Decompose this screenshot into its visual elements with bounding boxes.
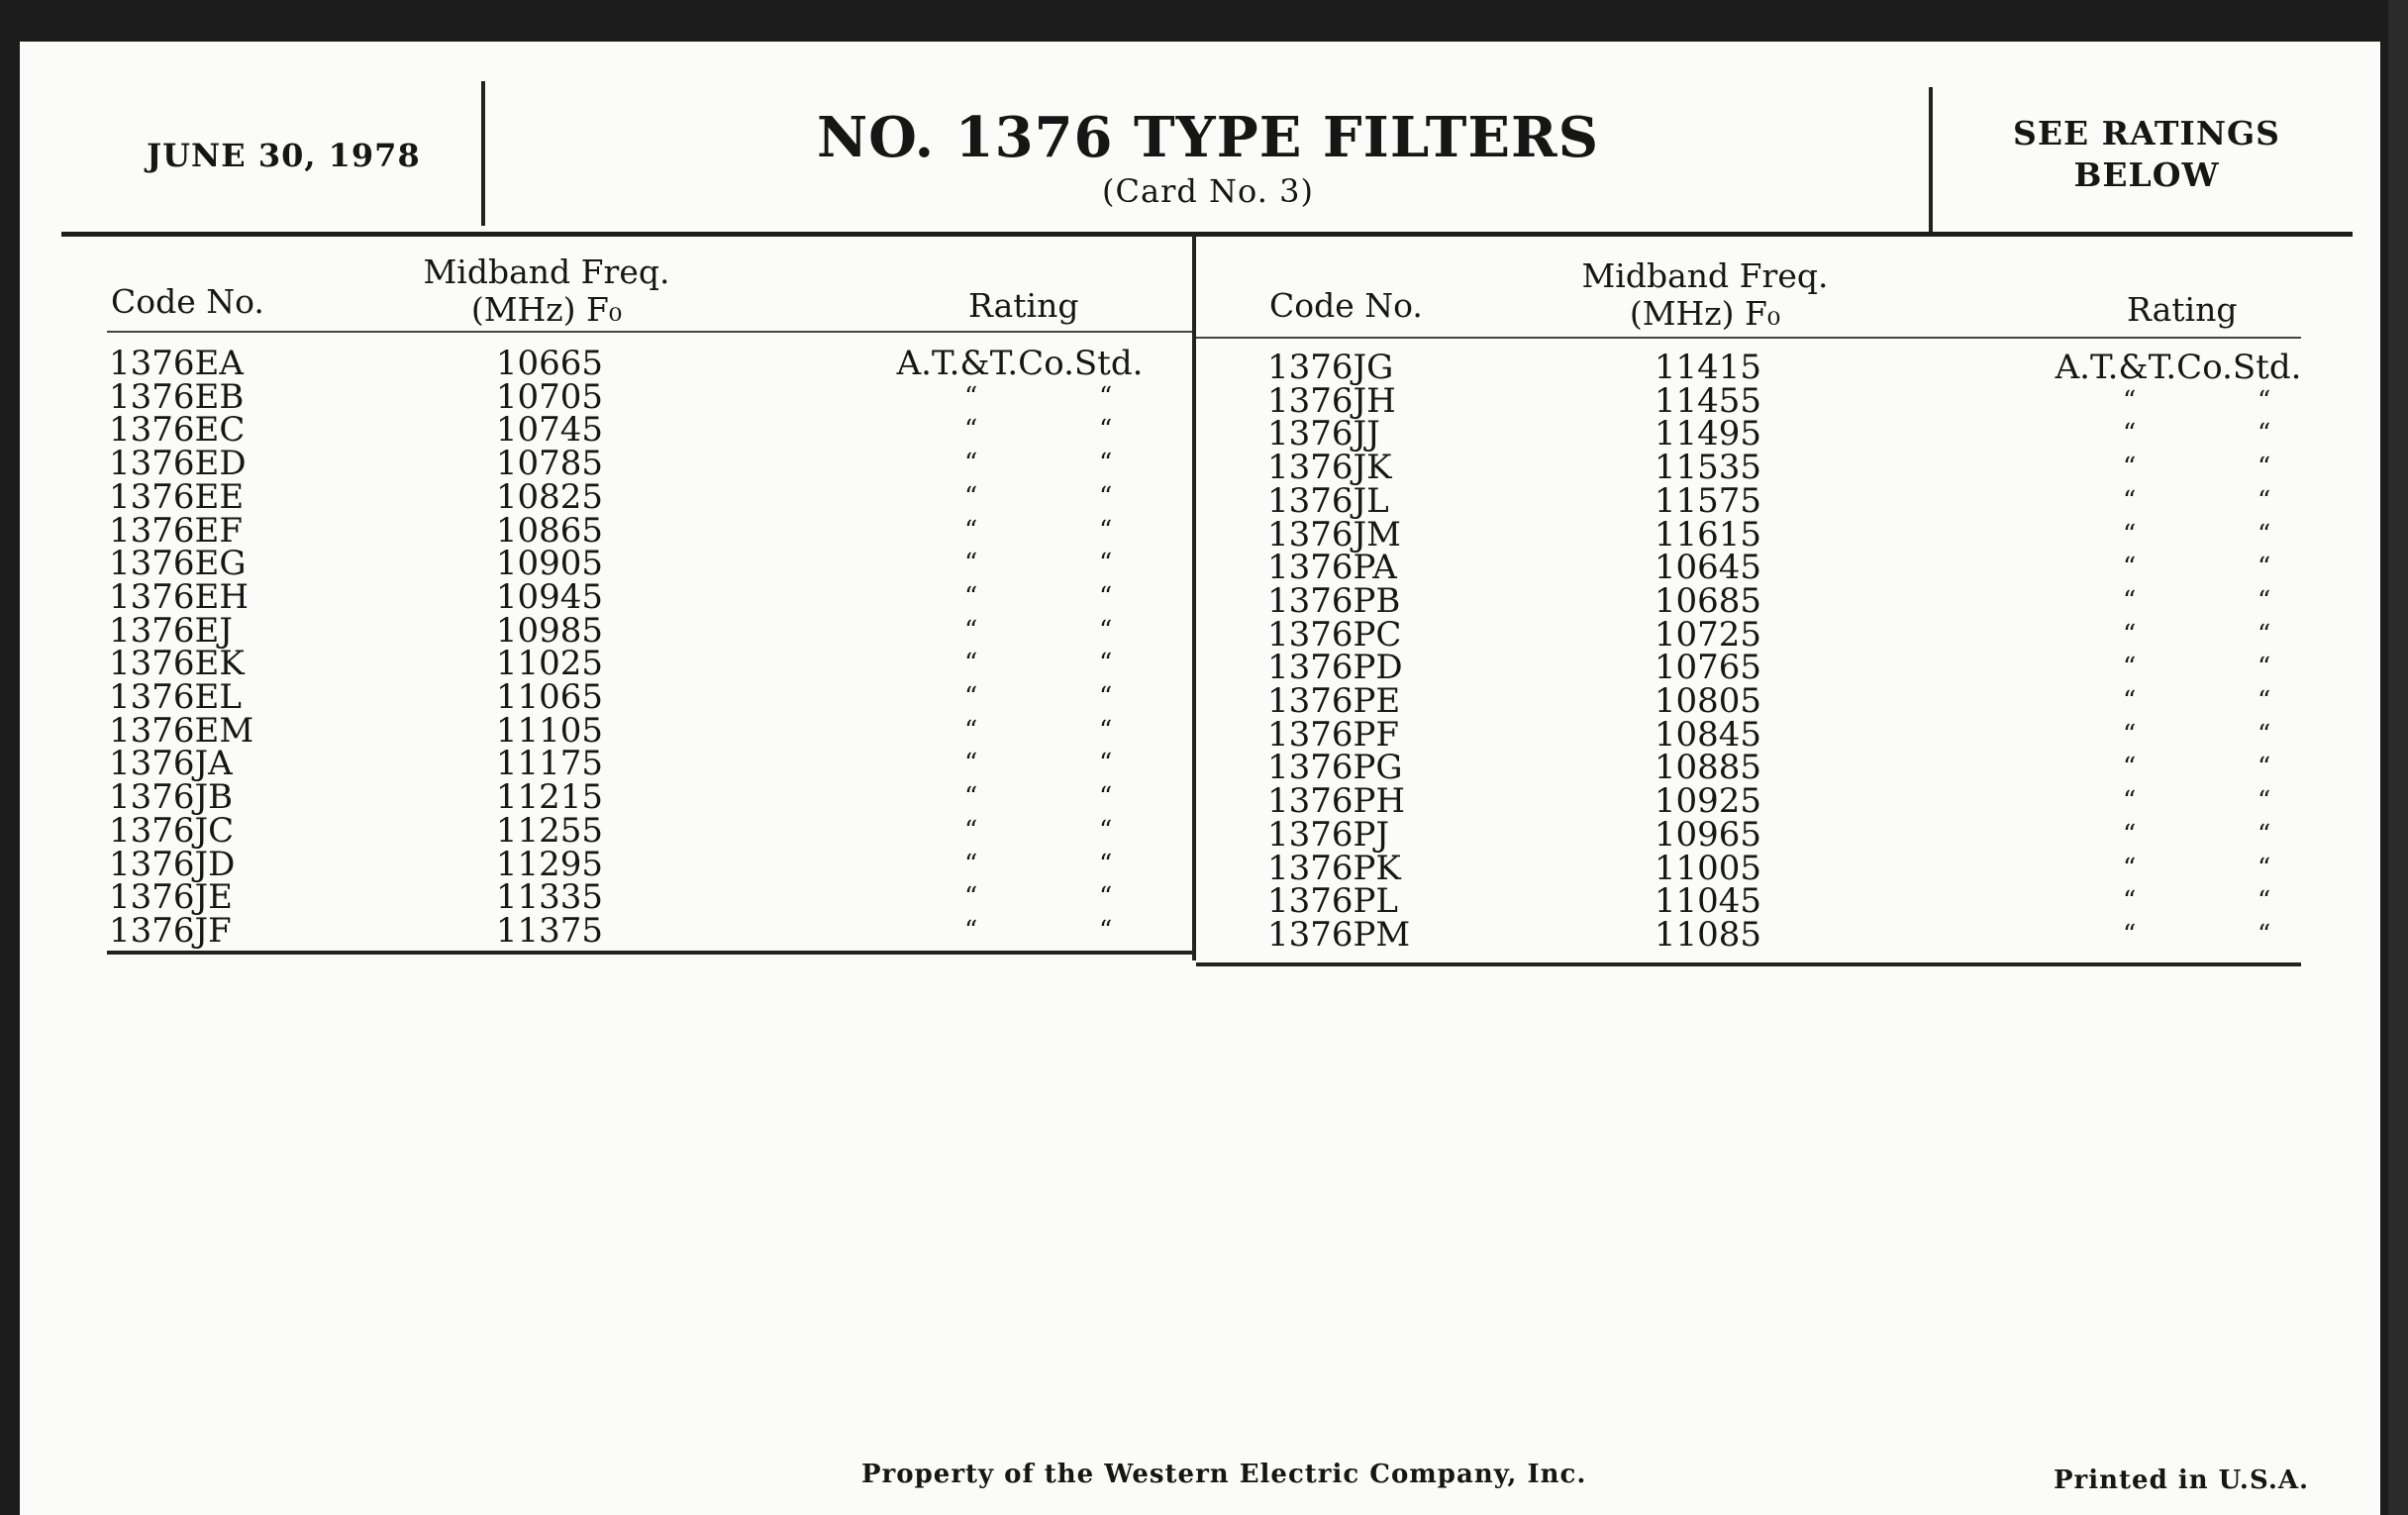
header-divider-right [1929, 87, 1933, 232]
freq-cell: 10985 [495, 610, 604, 651]
ditto-mark: “ [964, 449, 978, 479]
freq-cell: 10825 [495, 476, 604, 517]
ditto-mark: “ [2123, 485, 2137, 516]
ditto-mark: “ [964, 515, 978, 546]
table-row [0, 548, 2408, 588]
ditto-mark: “ [2258, 453, 2271, 483]
freq-cell: 11615 [1654, 514, 1762, 555]
ditto-mark: “ [1099, 649, 1113, 679]
freq-cell: 10725 [1654, 614, 1762, 655]
ditto-mark: “ [2123, 719, 2137, 750]
freq-cell: 11045 [1654, 881, 1762, 922]
ditto-mark: “ [1099, 715, 1113, 746]
freq-cell: 10785 [495, 444, 604, 484]
freq-cell: 10865 [495, 510, 604, 551]
freq-cell: 11085 [1654, 914, 1762, 955]
table-row [0, 781, 2408, 822]
table-row [0, 614, 2408, 655]
ditto-mark: “ [2258, 719, 2271, 750]
left-header-freq-line2: (MHz) F₀ [470, 290, 623, 329]
ditto-mark: “ [1099, 481, 1113, 512]
ditto-mark: “ [964, 481, 978, 512]
freq-cell: 10885 [1654, 748, 1762, 788]
ditto-mark: “ [2258, 919, 2271, 950]
table-row [0, 648, 2408, 688]
freq-cell: 10765 [1654, 648, 1762, 688]
table-row [0, 681, 2408, 721]
code-cell: 1376EC [109, 410, 246, 451]
table-row [0, 414, 2408, 454]
ditto-mark: “ [1099, 515, 1113, 546]
code-cell: 1376PM [1267, 914, 1411, 955]
freq-cell: 11575 [1654, 480, 1762, 521]
code-cell: 1376PG [1267, 748, 1403, 788]
code-cell: 1376JG [1267, 348, 1394, 387]
code-cell: 1376JD [109, 844, 236, 884]
code-cell: 1376PH [1267, 781, 1406, 822]
ditto-mark: “ [2258, 519, 2271, 550]
table-row [0, 380, 2408, 421]
freq-cell: 11335 [495, 877, 604, 918]
table-row [0, 848, 2408, 888]
right-header-freq-line1: Midband Freq. [1581, 256, 1829, 295]
right-bottom-rule [1196, 962, 2301, 966]
freq-cell: 10745 [495, 410, 604, 451]
table-row [0, 814, 2408, 855]
freq-cell: 10925 [1654, 781, 1762, 822]
ditto-mark: “ [2258, 485, 2271, 516]
ditto-mark: “ [2258, 853, 2271, 883]
ditto-mark: “ [964, 615, 978, 646]
code-cell: 1376JA [109, 744, 233, 784]
code-cell: 1376EH [109, 576, 249, 617]
code-cell: 1376PL [1267, 881, 1398, 922]
ditto-mark: “ [2123, 385, 2137, 416]
ditto-mark: “ [964, 849, 978, 879]
ditto-mark: “ [2123, 753, 2137, 783]
ditto-mark: “ [1099, 615, 1113, 646]
code-cell: 1376PJ [1267, 814, 1390, 855]
freq-cell: 11025 [495, 644, 604, 684]
table-row [0, 914, 2408, 955]
freq-cell: 10665 [495, 344, 604, 383]
freq-cell: 10965 [1654, 814, 1762, 855]
ratings-note-line1: SEE RATINGS [2012, 114, 2281, 152]
code-cell: 1376JE [109, 877, 233, 918]
freq-cell: 11175 [495, 744, 604, 784]
ditto-mark: “ [1099, 749, 1113, 779]
code-cell: 1376EF [109, 510, 243, 551]
ditto-mark: “ [1099, 915, 1113, 946]
right-header-freq-line2: (MHz) F₀ [1629, 294, 1781, 333]
freq-cell: 11005 [1654, 848, 1762, 888]
freq-cell: 11065 [495, 677, 604, 717]
ditto-mark: “ [2123, 653, 2137, 683]
table-row [0, 714, 2408, 755]
ratings-note [1949, 113, 2345, 196]
rating-cell: A.T.&T.Co.Std. [2055, 348, 2302, 387]
freq-cell: 11105 [495, 710, 604, 751]
ditto-mark: “ [2258, 385, 2271, 416]
ditto-mark: “ [964, 715, 978, 746]
freq-cell: 10845 [1654, 714, 1762, 755]
ditto-mark: “ [964, 415, 978, 446]
ditto-mark: “ [964, 549, 978, 579]
freq-cell: 11295 [495, 844, 604, 884]
header-divider-left [481, 81, 485, 226]
code-cell: 1376PK [1267, 848, 1401, 888]
ditto-mark: “ [964, 649, 978, 679]
right-header-code: Code No. [1269, 286, 1423, 325]
left-bottom-rule [107, 951, 1196, 955]
ditto-mark: “ [2123, 819, 2137, 850]
ditto-mark: “ [1099, 682, 1113, 712]
ditto-mark: “ [964, 915, 978, 946]
ditto-mark: “ [2258, 686, 2271, 716]
ditto-mark: “ [2123, 686, 2137, 716]
right-header-freq [1507, 257, 1903, 333]
property-notice: Property of the Western Electric Company, Inc. [861, 1460, 1587, 1489]
ditto-mark: “ [1099, 581, 1113, 612]
ditto-mark: “ [964, 581, 978, 612]
left-header-rule [107, 331, 1192, 333]
freq-cell: 11535 [1654, 448, 1762, 488]
code-cell: 1376PA [1267, 548, 1397, 588]
ditto-mark: “ [2123, 619, 2137, 650]
ditto-mark: “ [1099, 815, 1113, 846]
ditto-mark: “ [964, 815, 978, 846]
ditto-mark: “ [964, 682, 978, 712]
code-cell: 1376EB [109, 376, 245, 417]
code-cell: 1376EL [109, 677, 242, 717]
ditto-mark: “ [2123, 853, 2137, 883]
code-cell: 1376JL [1267, 480, 1389, 521]
code-cell: 1376PD [1267, 648, 1403, 688]
left-header-freq [349, 253, 745, 329]
ditto-mark: “ [2123, 919, 2137, 950]
code-cell: 1376EM [109, 710, 254, 751]
ditto-mark: “ [2123, 419, 2137, 450]
ditto-mark: “ [1099, 449, 1113, 479]
code-cell: 1376PB [1267, 580, 1401, 621]
ditto-mark: “ [2258, 419, 2271, 450]
left-header-freq-line1: Midband Freq. [423, 252, 670, 291]
ditto-mark: “ [1099, 782, 1113, 813]
freq-cell: 10705 [495, 376, 604, 417]
code-cell: 1376EJ [109, 610, 233, 651]
rating-cell: A.T.&T.Co.Std. [896, 344, 1144, 383]
ditto-mark: “ [2258, 753, 2271, 783]
ditto-mark: “ [2258, 653, 2271, 683]
freq-cell: 11375 [495, 910, 604, 951]
ditto-mark: “ [2258, 819, 2271, 850]
freq-cell: 10945 [495, 576, 604, 617]
freq-cell: 11415 [1654, 348, 1762, 387]
ditto-mark: “ [2123, 453, 2137, 483]
ditto-mark: “ [2258, 585, 2271, 616]
card-subtitle: (Card No. 3) [1102, 172, 1314, 210]
ditto-mark: “ [1099, 849, 1113, 879]
card-date: JUNE 30, 1978 [147, 137, 421, 174]
code-cell: 1376EA [109, 344, 244, 383]
ditto-mark: “ [1099, 381, 1113, 412]
ditto-mark: “ [2258, 619, 2271, 650]
freq-cell: 11495 [1654, 414, 1762, 454]
right-header-rule [1196, 337, 2301, 339]
ditto-mark: “ [964, 882, 978, 913]
ditto-mark: “ [2258, 786, 2271, 817]
ditto-mark: “ [2123, 519, 2137, 550]
table-row [0, 580, 2408, 621]
code-cell: 1376PC [1267, 614, 1402, 655]
table-row [0, 480, 2408, 521]
ditto-mark: “ [1099, 415, 1113, 446]
freq-cell: 11455 [1654, 380, 1762, 421]
code-cell: 1376JM [1267, 514, 1401, 555]
code-cell: 1376JF [109, 910, 232, 951]
left-header-code: Code No. [111, 282, 264, 321]
freq-cell: 10685 [1654, 580, 1762, 621]
header-rule [61, 232, 2353, 237]
ditto-mark: “ [1099, 549, 1113, 579]
code-cell: 1376JJ [1267, 414, 1380, 454]
ditto-mark: “ [2123, 553, 2137, 583]
table-row [0, 881, 2408, 922]
ditto-mark: “ [964, 782, 978, 813]
code-cell: 1376JB [109, 777, 234, 818]
code-cell: 1376EE [109, 476, 245, 517]
table-row [0, 448, 2408, 488]
ditto-mark: “ [2123, 786, 2137, 817]
ditto-mark: “ [2258, 886, 2271, 917]
ditto-mark: “ [964, 381, 978, 412]
code-cell: 1376ED [109, 444, 247, 484]
table-row [0, 348, 2408, 387]
ratings-note-line2: BELOW [2073, 155, 2220, 194]
freq-cell: 10905 [495, 544, 604, 584]
right-header-rating: Rating [2127, 290, 2238, 329]
table-row [0, 514, 2408, 555]
code-cell: 1376JC [109, 810, 235, 851]
code-cell: 1376PE [1267, 681, 1401, 721]
code-cell: 1376EG [109, 544, 247, 584]
ditto-mark: “ [2123, 585, 2137, 616]
ditto-mark: “ [2123, 886, 2137, 917]
freq-cell: 11215 [495, 777, 604, 818]
card-title: NO. 1376 TYPE FILTERS [816, 105, 1600, 170]
printed-notice: Printed in U.S.A. [2054, 1465, 2310, 1495]
freq-cell: 10645 [1654, 548, 1762, 588]
code-cell: 1376EK [109, 644, 245, 684]
freq-cell: 10805 [1654, 681, 1762, 721]
code-cell: 1376PF [1267, 714, 1399, 755]
code-cell: 1376JH [1267, 380, 1396, 421]
code-cell: 1376JK [1267, 448, 1392, 488]
ditto-mark: “ [1099, 882, 1113, 913]
left-header-rating: Rating [968, 286, 1079, 325]
freq-cell: 11255 [495, 810, 604, 851]
ditto-mark: “ [2258, 553, 2271, 583]
ditto-mark: “ [964, 749, 978, 779]
table-row [0, 748, 2408, 788]
